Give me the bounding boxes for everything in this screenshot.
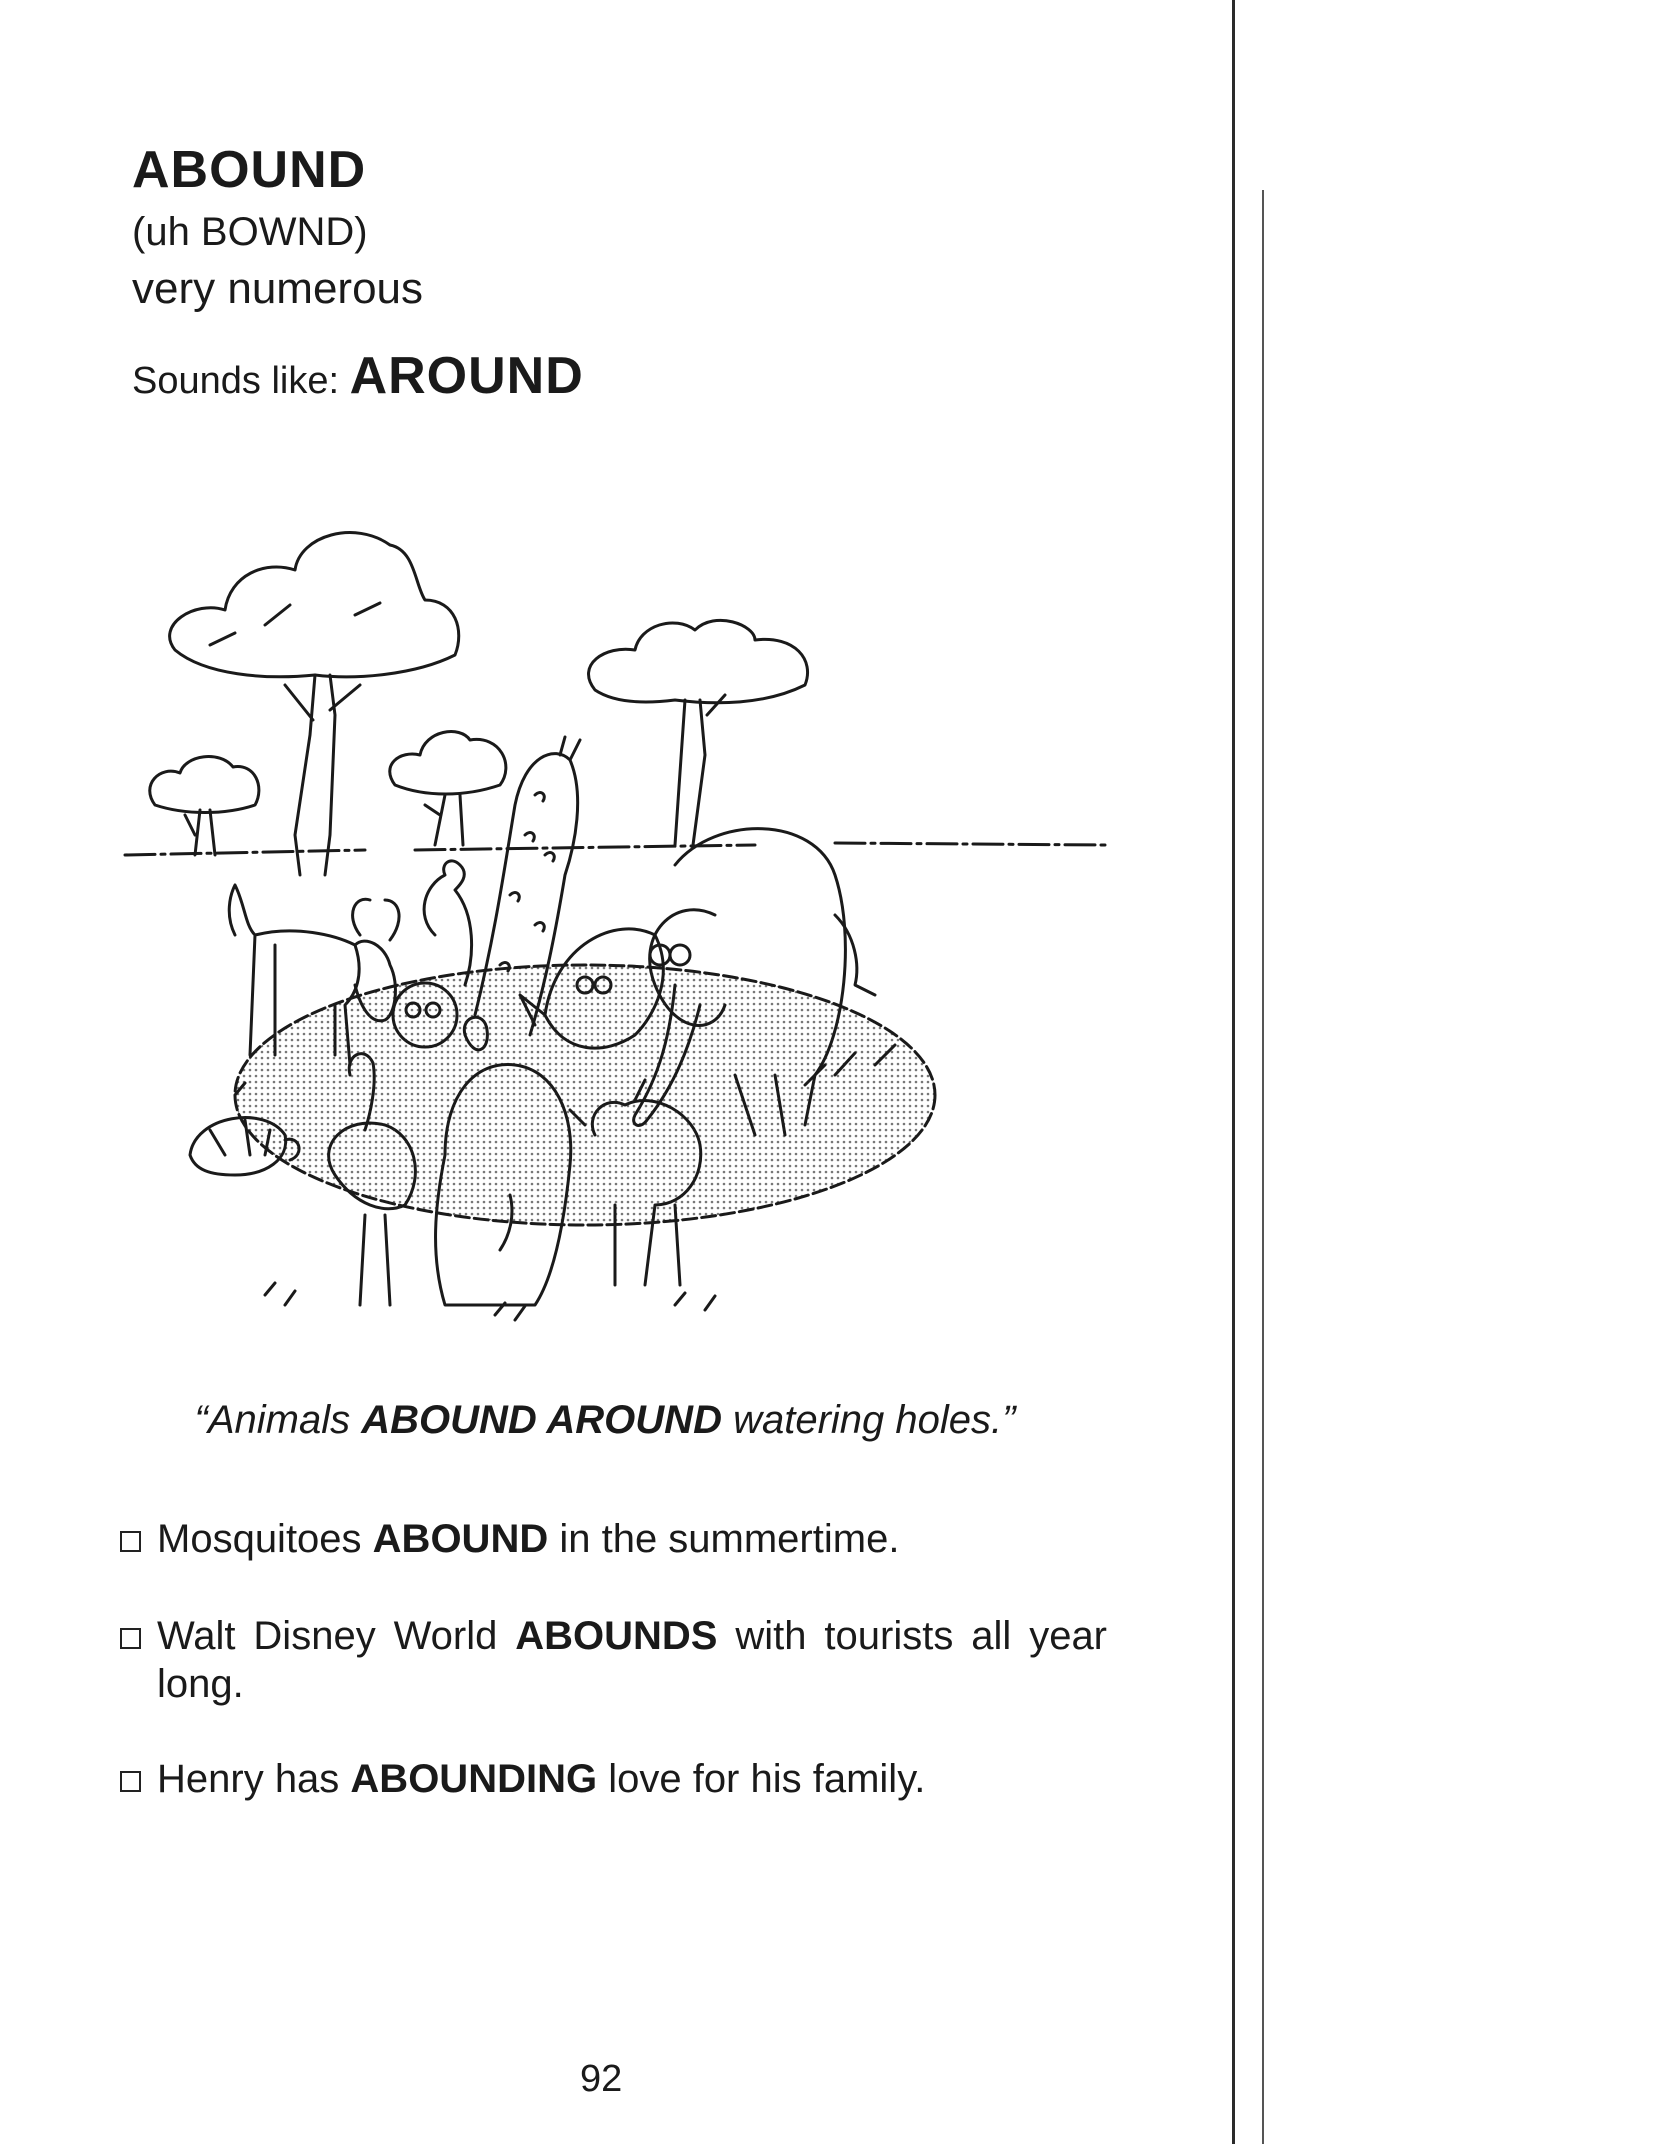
- caption-rest: watering holes.”: [721, 1398, 1016, 1442]
- example-text-post: in the summertime.: [548, 1517, 900, 1561]
- example-text-post: love for his family.: [597, 1757, 926, 1801]
- checkbox-icon: [120, 1531, 141, 1552]
- tree-icon: [390, 732, 506, 845]
- sounds-like: [132, 346, 584, 406]
- example-item: [157, 1755, 1107, 1803]
- pronunciation: (uh BOWND): [132, 210, 368, 254]
- entry-word: ABOUND: [132, 141, 367, 199]
- example-text-bold: ABOUNDS: [515, 1614, 718, 1658]
- page-number: 92: [580, 2058, 623, 2100]
- caption-open: “Animals: [194, 1398, 362, 1442]
- example-text-pre: Mosquitoes: [157, 1517, 373, 1561]
- sounds-like-label: Sounds like:: [132, 360, 340, 402]
- tree-icon: [589, 620, 808, 845]
- example-text-bold: ABOUNDING: [350, 1757, 598, 1801]
- example-text-post: with tourists all year long.: [157, 1614, 1108, 1706]
- caption: [0, 1398, 1210, 1443]
- example-text-bold: ABOUND: [372, 1517, 549, 1561]
- binding-edge-line: [1232, 0, 1235, 2144]
- checkbox-icon: [120, 1628, 141, 1649]
- example-text-pre: Walt Disney World: [157, 1614, 516, 1658]
- example-item: [157, 1515, 1107, 1563]
- watering-hole: [235, 965, 935, 1225]
- horizon-line: [125, 843, 1105, 855]
- tree-icon: [150, 757, 259, 855]
- binding-edge-line: [1262, 190, 1264, 2144]
- example-item: [157, 1612, 1107, 1708]
- cartoon-animals-at-watering-hole-illustration: [115, 515, 1115, 1370]
- caption-bold: ABOUND AROUND: [361, 1398, 722, 1442]
- checkbox-icon: [120, 1771, 141, 1792]
- example-text-pre: Henry has: [157, 1757, 351, 1801]
- sounds-like-word: AROUND: [349, 347, 584, 405]
- definition: very numerous: [132, 264, 424, 313]
